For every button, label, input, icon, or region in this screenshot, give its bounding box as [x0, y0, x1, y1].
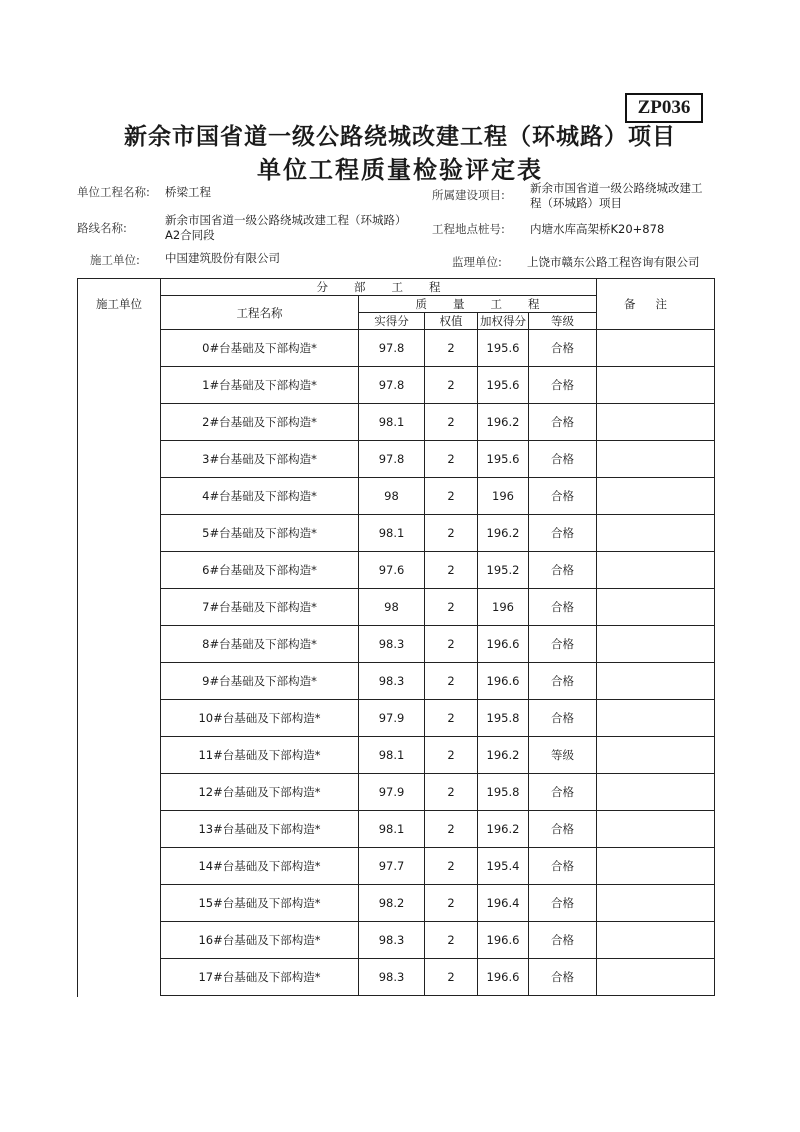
blank	[78, 478, 161, 515]
project-name-cell: 3#台基础及下部构造*	[161, 441, 359, 478]
table-row	[78, 959, 715, 996]
blank	[78, 552, 161, 589]
weight-cell: 2	[425, 811, 478, 848]
project-name-cell: 0#台基础及下部构造*	[161, 330, 359, 367]
score-cell: 98.3	[359, 663, 425, 700]
grade-cell: 合格	[529, 626, 597, 663]
blank	[78, 441, 161, 478]
project-name-cell: 12#台基础及下部构造*	[161, 774, 359, 811]
remarks-cell	[597, 700, 715, 737]
contractor-label: 施工单位:	[90, 253, 140, 267]
score-cell: 97.6	[359, 552, 425, 589]
document-code: ZP036	[637, 97, 691, 118]
weighted-score-cell: 196.2	[478, 404, 529, 441]
remarks-cell	[597, 367, 715, 404]
page-title: 新余市国省道一级公路绕城改建工程（环城路）项目	[124, 124, 676, 150]
grade-cell: 合格	[529, 589, 597, 626]
table-row	[78, 774, 715, 811]
remarks-cell	[597, 441, 715, 478]
score-cell: 97.9	[359, 774, 425, 811]
grade-cell: 合格	[529, 811, 597, 848]
weighted-score-cell: 195.6	[478, 330, 529, 367]
table-row	[78, 552, 715, 589]
blank	[78, 589, 161, 626]
unit-project-label: 单位工程名称:	[77, 185, 150, 199]
blank	[78, 700, 161, 737]
table-row	[78, 885, 715, 922]
weight-cell: 2	[425, 848, 478, 885]
table-row	[78, 478, 715, 515]
weighted-score-cell: 195.8	[478, 700, 529, 737]
unit-project-value: 桥梁工程	[165, 185, 211, 199]
project-name-cell: 14#台基础及下部构造*	[161, 848, 359, 885]
weighted-score-cell: 196	[478, 478, 529, 515]
weighted-score-cell: 196.2	[478, 811, 529, 848]
score-cell: 98.2	[359, 885, 425, 922]
blank	[78, 367, 161, 404]
blank	[78, 404, 161, 441]
route-value-line2: A2合同段	[165, 228, 215, 242]
score-cell: 98.1	[359, 811, 425, 848]
header-grade: 等级	[529, 313, 597, 330]
score-cell: 97.7	[359, 848, 425, 885]
remarks-cell	[597, 737, 715, 774]
weight-cell: 2	[425, 774, 478, 811]
weighted-score-cell: 195.8	[478, 774, 529, 811]
table-row	[78, 515, 715, 552]
header-project-name: 工程名称	[161, 296, 359, 330]
remarks-cell	[597, 515, 715, 552]
header-division: 分部工程	[161, 279, 597, 296]
score-cell: 98.1	[359, 404, 425, 441]
score-cell: 98.1	[359, 515, 425, 552]
remarks-cell	[597, 811, 715, 848]
project-name-cell: 11#台基础及下部构造*	[161, 737, 359, 774]
blank	[78, 737, 161, 774]
quality-evaluation-table	[77, 278, 715, 996]
weight-cell: 2	[425, 663, 478, 700]
weight-cell: 2	[425, 922, 478, 959]
grade-cell: 合格	[529, 552, 597, 589]
remarks-cell	[597, 959, 715, 996]
page-subtitle: 单位工程质量检验评定表	[257, 156, 543, 184]
grade-cell: 合格	[529, 959, 597, 996]
weighted-score-cell: 196.6	[478, 626, 529, 663]
weight-cell: 2	[425, 737, 478, 774]
table-row	[78, 663, 715, 700]
header-remarks: 备注	[597, 279, 715, 330]
grade-cell: 合格	[529, 515, 597, 552]
score-cell: 97.8	[359, 367, 425, 404]
grade-cell: 合格	[529, 441, 597, 478]
weight-cell: 2	[425, 885, 478, 922]
blank	[78, 959, 161, 996]
project-name-cell: 17#台基础及下部构造*	[161, 959, 359, 996]
weighted-score-cell: 195.4	[478, 848, 529, 885]
project-name-cell: 7#台基础及下部构造*	[161, 589, 359, 626]
weighted-score-cell: 196.6	[478, 959, 529, 996]
project-name-cell: 1#台基础及下部构造*	[161, 367, 359, 404]
location-label: 工程地点桩号:	[432, 222, 505, 236]
table-row	[78, 589, 715, 626]
score-cell: 98.3	[359, 922, 425, 959]
grade-cell: 合格	[529, 330, 597, 367]
header-score: 实得分	[359, 313, 425, 330]
grade-cell: 合格	[529, 404, 597, 441]
weighted-score-cell: 196.2	[478, 515, 529, 552]
header-quality: 质量工程	[359, 296, 597, 313]
parent-project-label: 所属建设项目:	[432, 188, 505, 202]
blank	[78, 515, 161, 552]
score-cell: 98	[359, 478, 425, 515]
project-name-cell: 16#台基础及下部构造*	[161, 922, 359, 959]
blank	[78, 663, 161, 700]
weighted-score-cell: 196.2	[478, 737, 529, 774]
contractor-value: 中国建筑股份有限公司	[165, 251, 280, 265]
blank	[78, 848, 161, 885]
parent-project-value-line1: 新余市国省道一级公路绕城改建工	[530, 181, 703, 195]
remarks-cell	[597, 478, 715, 515]
parent-project-value-line2: 程（环城路）项目	[530, 196, 622, 210]
grade-cell: 等级	[529, 737, 597, 774]
weighted-score-cell: 196	[478, 589, 529, 626]
table-row	[78, 626, 715, 663]
remarks-cell	[597, 774, 715, 811]
score-cell: 97.8	[359, 330, 425, 367]
weighted-score-cell: 195.6	[478, 367, 529, 404]
weight-cell: 2	[425, 367, 478, 404]
project-name-cell: 15#台基础及下部构造*	[161, 885, 359, 922]
grade-cell: 合格	[529, 848, 597, 885]
score-cell: 97.9	[359, 700, 425, 737]
weight-cell: 2	[425, 589, 478, 626]
weight-cell: 2	[425, 959, 478, 996]
grade-cell: 合格	[529, 774, 597, 811]
project-name-cell: 6#台基础及下部构造*	[161, 552, 359, 589]
table-row	[78, 441, 715, 478]
remarks-cell	[597, 663, 715, 700]
remarks-cell	[597, 589, 715, 626]
table-row	[78, 330, 715, 367]
project-name-cell: 2#台基础及下部构造*	[161, 404, 359, 441]
blank	[78, 922, 161, 959]
route-value-line1: 新余市国省道一级公路绕城改建工程（环城路）	[165, 213, 407, 227]
weight-cell: 2	[425, 478, 478, 515]
weighted-score-cell: 196.6	[478, 922, 529, 959]
score-cell: 98.3	[359, 959, 425, 996]
table-row	[78, 811, 715, 848]
remarks-cell	[597, 552, 715, 589]
table-row	[78, 404, 715, 441]
weight-cell: 2	[425, 515, 478, 552]
weighted-score-cell: 195.6	[478, 441, 529, 478]
table-row	[78, 367, 715, 404]
project-name-cell: 5#台基础及下部构造*	[161, 515, 359, 552]
grade-cell: 合格	[529, 922, 597, 959]
score-cell: 97.8	[359, 441, 425, 478]
grade-cell: 合格	[529, 367, 597, 404]
score-cell: 98.3	[359, 626, 425, 663]
blank	[78, 330, 161, 367]
table-row	[78, 922, 715, 959]
weight-cell: 2	[425, 441, 478, 478]
table-row	[78, 700, 715, 737]
remarks-cell	[597, 922, 715, 959]
project-name-cell: 9#台基础及下部构造*	[161, 663, 359, 700]
remarks-cell	[597, 885, 715, 922]
blank	[78, 811, 161, 848]
supervisor-value: 上饶市赣东公路工程咨询有限公司	[527, 255, 700, 269]
route-label: 路线名称:	[77, 221, 127, 235]
weighted-score-cell: 195.2	[478, 552, 529, 589]
weighted-score-cell: 196.6	[478, 663, 529, 700]
grade-cell: 合格	[529, 663, 597, 700]
table-row	[78, 848, 715, 885]
project-name-cell: 8#台基础及下部构造*	[161, 626, 359, 663]
supervisor-label: 监理单位:	[452, 255, 502, 269]
grade-cell: 合格	[529, 700, 597, 737]
header-weighted-score: 加权得分	[478, 313, 529, 330]
location-value: 内塘水库高架桥K20+878	[530, 222, 665, 236]
blank	[78, 774, 161, 811]
weighted-score-cell: 196.4	[478, 885, 529, 922]
remarks-cell	[597, 626, 715, 663]
weight-cell: 2	[425, 700, 478, 737]
weight-cell: 2	[425, 404, 478, 441]
project-name-cell: 4#台基础及下部构造*	[161, 478, 359, 515]
header-contractor: 施工单位	[78, 279, 161, 330]
grade-cell: 合格	[529, 478, 597, 515]
project-name-cell: 13#台基础及下部构造*	[161, 811, 359, 848]
blank	[78, 885, 161, 922]
score-cell: 98	[359, 589, 425, 626]
score-cell: 98.1	[359, 737, 425, 774]
weight-cell: 2	[425, 552, 478, 589]
blank	[78, 626, 161, 663]
header-weight: 权值	[425, 313, 478, 330]
table-row	[78, 737, 715, 774]
remarks-cell	[597, 404, 715, 441]
remarks-cell	[597, 330, 715, 367]
weight-cell: 2	[425, 330, 478, 367]
table-left-border	[77, 330, 78, 997]
project-name-cell: 10#台基础及下部构造*	[161, 700, 359, 737]
grade-cell: 合格	[529, 885, 597, 922]
weight-cell: 2	[425, 626, 478, 663]
remarks-cell	[597, 848, 715, 885]
